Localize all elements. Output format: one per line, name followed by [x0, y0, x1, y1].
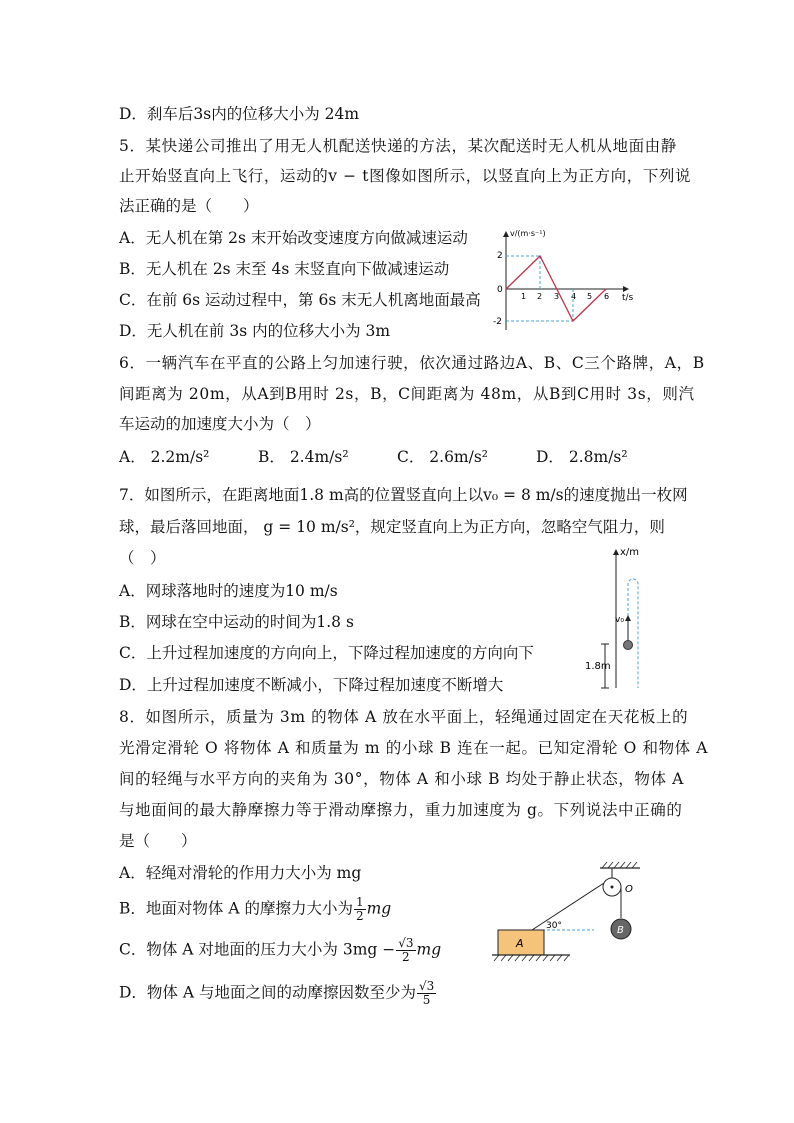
- q5-option-a: A．无人机在第 2s 末开始改变速度方向做减速运动: [119, 229, 468, 247]
- q7-velocity-label: v₀: [615, 615, 624, 625]
- q5-option-c: C．在前 6s 运动过程中，第 6s 末无人机离地面最高: [119, 291, 481, 309]
- q5-stem-line1: 5．某快递公司推出了用无人机配送快递的方法，某次配送时无人机从地面由静: [119, 137, 677, 155]
- q7-trajectory: [628, 579, 638, 688]
- q7-ball: [624, 641, 633, 650]
- q8-ceiling-hatch: [602, 862, 637, 868]
- q7-option-d: D．上升过程加速度不断减小，下降过程加速度不断增大: [119, 676, 504, 694]
- q7-stem-line3: （ ）: [119, 549, 166, 567]
- q8-option-b: [119, 896, 391, 923]
- q7-stem-line1: 7．如图所示，在距离地面1.8 m高的位置竖直向上以v₀ = 8 m/s的速度抛出一枚网: [119, 486, 688, 504]
- q8-option-b-text: B．地面对物体 A 的摩擦力大小为: [119, 899, 353, 918]
- q8-pulley-axle: [611, 886, 614, 889]
- q7-option-b: B．网球在空中运动的时间为1.8 s: [119, 613, 354, 631]
- q8-block-label: A: [516, 937, 524, 950]
- q8-ball-label: B: [617, 925, 624, 936]
- q7-option-c: C．上升过程加速度的方向向上，下降过程加速度的方向向下: [119, 644, 534, 662]
- q6-stem-line2: 间距离为 20m，从A到B用时 2s，B，C间距离为 48m，从B到C用时 3s，则汽: [119, 385, 695, 403]
- q8-ground-hatch: [494, 955, 569, 961]
- q6-stem-line3: 车运动的加速度大小为（ ）: [119, 415, 321, 433]
- q5-y-tick-neg2: -2: [493, 317, 502, 327]
- q5-y-tick-2: 2: [497, 251, 503, 261]
- q5-stem-line3: 法正确的是（ ）: [119, 197, 259, 215]
- q8-option-c: [119, 937, 441, 964]
- q5-x-axis-label: t/s: [622, 293, 634, 303]
- q7-ball-figure: [582, 544, 662, 692]
- q5-x-tick-6: 6: [604, 292, 610, 301]
- q4-option-d: D．刹车后3s内的位移大小为 24m: [119, 105, 360, 123]
- q5-x-tick-3: 3: [554, 292, 560, 301]
- q5-x-tick-1: 1: [521, 292, 527, 301]
- q5-stem-line2: 止开始竖直向上飞行，运动的v − t图像如图所示，以竖直向上为正方向，下列说: [119, 167, 692, 185]
- q8-option-d-den: 5: [422, 993, 431, 1007]
- q8-stem-line4: 与地面间的最大静摩擦力等于滑动摩擦力，重力加速度为 g。下列说法中正确的: [119, 801, 683, 819]
- q8-option-c-fraction: [396, 937, 415, 964]
- q8-option-c-unit: mg: [416, 940, 442, 959]
- q8-option-b-fraction: [354, 896, 366, 923]
- q8-option-c-text: C．物体 A 对地面的压力大小为 3mg −: [119, 940, 396, 959]
- q8-stem-line5: 是（ ）: [119, 832, 197, 850]
- q7-stem-line2: 球，最后落回地面， g = 10 m/s²，规定竖直向上为正方向，忽略空气阻力，则: [119, 518, 665, 536]
- q8-option-b-unit: mg: [366, 899, 392, 918]
- q5-y-axis-label: v/(m·s⁻¹): [510, 229, 546, 238]
- q8-pulley-label: O: [625, 884, 633, 895]
- q5-option-d: D．无人机在前 3s 内的位移大小为 3m: [119, 322, 391, 340]
- q5-y-tick-0: 0: [497, 285, 503, 295]
- q6-option-c: C． 2.6m/s²: [397, 448, 489, 466]
- q8-angle-label: 30°: [546, 921, 562, 931]
- q8-stem-line1: 8．如图所示，质量为 3m 的物体 A 放在水平面上，轻绳通过固定在天花板上的: [119, 708, 689, 726]
- q6-option-a: A． 2.2m/s²: [119, 448, 210, 466]
- q8-option-b-num: 1: [355, 895, 364, 909]
- q8-stem-line2: 光滑定滑轮 O 将物体 A 和质量为 m 的小球 B 连在一起。已知定滑轮 O 和物体 A: [119, 739, 709, 757]
- q8-option-d: [119, 980, 437, 1007]
- q5-option-b: B．无人机在 2s 末至 4s 末竖直向下做减速运动: [119, 260, 450, 278]
- q5-x-tick-2: 2: [537, 292, 543, 301]
- q8-pulley-figure: [488, 858, 648, 966]
- q7-height-label: 1.8m: [585, 661, 611, 672]
- q8-option-d-text: D．物体 A 与地面之间的动摩擦因数至少为: [119, 983, 416, 1002]
- q6-stem-line1: 6．一辆汽车在平直的公路上匀加速行驶，依次通过路边A、B、C三个路牌，A，B: [119, 354, 705, 372]
- q6-option-d: D． 2.8m/s²: [536, 448, 628, 466]
- q8-option-c-num: √3: [398, 936, 414, 950]
- q8-option-b-den: 2: [355, 909, 364, 923]
- q8-rope-to-block: [532, 883, 604, 930]
- q5-x-tick-4: 4: [571, 292, 577, 301]
- q6-option-b: B． 2.4m/s²: [258, 448, 349, 466]
- q8-stem-line3: 间的轻绳与水平方向的夹角为 30°，物体 A 和小球 B 均处于静止状态，物体 A: [119, 770, 684, 788]
- q5-x-tick-5: 5: [587, 292, 593, 301]
- q8-option-a: A．轻绳对滑轮的作用力大小为 mg: [119, 864, 362, 882]
- q5-vt-graph: [488, 226, 648, 338]
- q7-option-a: A．网球落地时的速度为10 m/s: [119, 582, 338, 600]
- q8-option-c-den: 2: [402, 950, 410, 964]
- q7-axis-label: x/m: [620, 547, 640, 558]
- q8-option-d-num: √3: [418, 979, 435, 993]
- q8-option-d-fraction: [417, 980, 436, 1007]
